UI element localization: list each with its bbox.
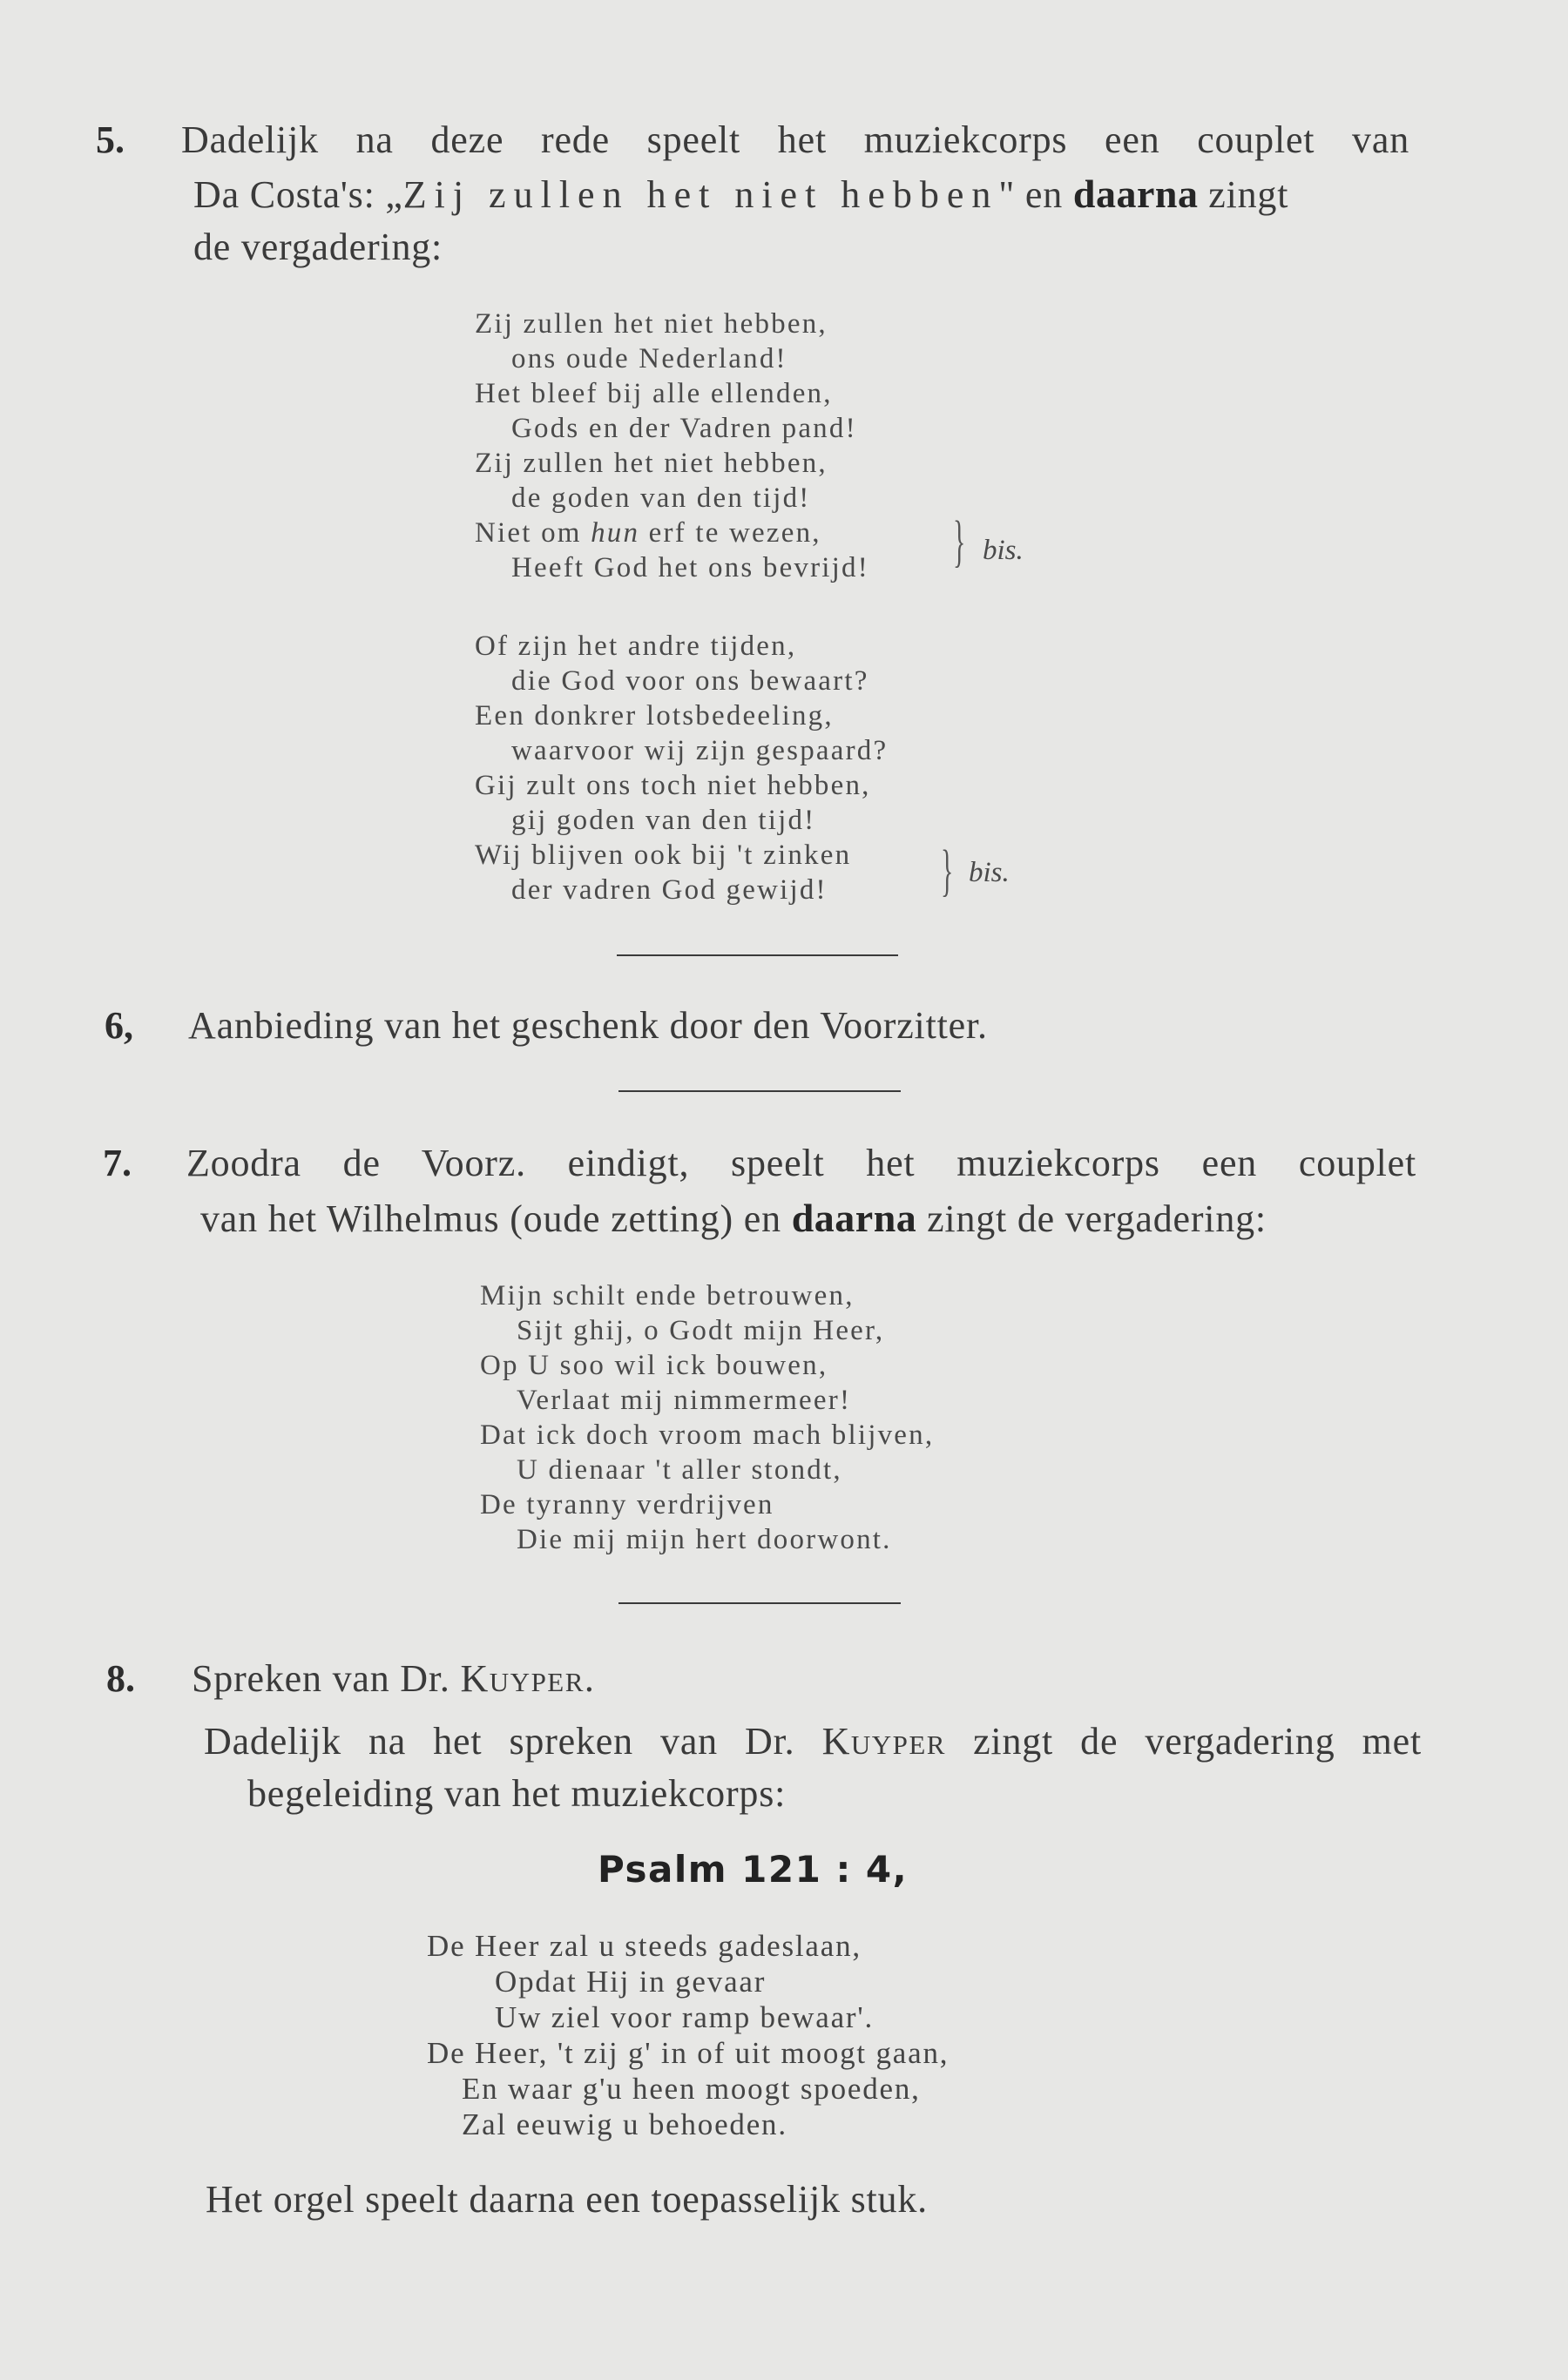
- verse-line: Heeft God het ons bevrijd!: [511, 552, 869, 583]
- verse-line: Wij blijven ook bij 't zinken: [475, 839, 852, 871]
- verse-line: Een donkrer lotsbedeeling,: [475, 700, 834, 732]
- verse-line: Of zijn het andre tijden,: [475, 630, 797, 662]
- repeat-brace: }: [941, 839, 954, 902]
- item-5-number: 5.: [96, 118, 125, 161]
- item-8-title-a: Spreken van Dr.: [192, 1657, 461, 1700]
- verse-zij-zullen-2: [475, 629, 888, 907]
- item-8-sub-line-1: [204, 1719, 1422, 1763]
- verse-line: der vadren God gewijd!: [511, 874, 828, 906]
- verse-line: Zij zullen het niet hebben,: [475, 308, 828, 340]
- verse-line: Opdat Hij in gevaar: [495, 1965, 767, 1999]
- psalm-title: Psalm 121 : 4,: [598, 1848, 909, 1891]
- verse-line: De Heer zal u steeds gadeslaan,: [427, 1929, 862, 1963]
- item-5-line-3: de vergadering:: [193, 226, 443, 268]
- verse-line: Op U soo wil ick bouwen,: [480, 1350, 828, 1381]
- repeat-brace: }: [953, 509, 966, 573]
- speaker-name: Kuyper: [460, 1657, 585, 1700]
- item-7-line-2-a: van het Wilhelmus (oude zetting) en: [200, 1197, 792, 1240]
- item-5-line-2-b: " en: [998, 173, 1073, 216]
- item-6-number: 6,: [105, 1004, 133, 1047]
- verse-line-part: erf te wezen,: [639, 517, 821, 549]
- verse-line: Sijt ghij, o Godt mijn Heer,: [517, 1315, 885, 1346]
- daarna-emphasis: daarna: [1072, 172, 1199, 216]
- section-divider: [618, 1090, 901, 1092]
- song-title-spaced: Zij zullen het niet hebben: [402, 173, 999, 216]
- item-7-line-2: [200, 1195, 1267, 1241]
- daarna-emphasis: daarna: [791, 1196, 917, 1240]
- verse-line: De Heer, 't zij g' in of uit moogt gaan,: [427, 2036, 950, 2070]
- section-divider: [618, 1602, 901, 1604]
- verse-line: En waar g'u heen moogt spoeden,: [462, 2072, 921, 2106]
- item-5-line-2-c: zingt: [1198, 173, 1289, 216]
- item-5-line-2-a: Da Costa's: „: [193, 173, 403, 216]
- closing-note: Het orgel speelt daarna een toepasselijk stuk.: [206, 2178, 928, 2221]
- verse-italic-word: hun: [591, 517, 640, 549]
- item-6-text: Aanbieding van het geschenk door den Voorzitter.: [188, 1004, 988, 1047]
- verse-line: Gij zult ons toch niet hebben,: [475, 770, 871, 801]
- item-8-number: 8.: [106, 1657, 135, 1700]
- item-7-number: 7.: [103, 1142, 132, 1184]
- verse-line: Uw ziel voor ramp bewaar'.: [495, 2000, 875, 2034]
- item-7-line-2-b: zingt de vergadering:: [916, 1197, 1267, 1240]
- item-8-sub-line-2: begeleiding van het muziekcorps:: [247, 1772, 787, 1815]
- verse-line: Dat ick doch vroom mach blijven,: [480, 1419, 935, 1451]
- item-5-line-1: Dadelijk na deze rede speelt het muziekcorps een couplet van: [181, 118, 1409, 161]
- verse-line: U dienaar 't aller stondt,: [517, 1454, 842, 1486]
- verse-line: Zal eeuwig u behoeden.: [462, 2107, 787, 2141]
- item-5-line-2: [193, 171, 1288, 217]
- verse-line: Zij zullen het niet hebben,: [475, 448, 828, 479]
- section-divider: [617, 954, 898, 956]
- item-8-sub-b: zingt de vergadering met: [945, 1720, 1422, 1763]
- item-7-line-1: Zoodra de Voorz. eindigt, speelt het muziekcorps een couplet: [186, 1142, 1416, 1184]
- verse-line: gij goden van den tijd!: [511, 805, 816, 836]
- verse-line: Mijn schilt ende betrouwen,: [480, 1280, 855, 1311]
- item-8-title-b: .: [584, 1657, 595, 1700]
- verse-line: Gods en der Vadren pand!: [511, 413, 857, 444]
- bis-marker: bis.: [983, 535, 1024, 566]
- psalm-verse: [427, 1928, 1071, 2142]
- bis-marker: bis.: [969, 857, 1010, 888]
- item-8-title: [192, 1656, 595, 1701]
- verse-zij-zullen-1: [475, 307, 869, 585]
- verse-line: [475, 516, 869, 550]
- item-8-sub-a: Dadelijk na het spreken van Dr.: [204, 1720, 822, 1763]
- speaker-name: Kuyper: [821, 1720, 946, 1763]
- verse-line-part: Niet om: [475, 517, 591, 549]
- verse-line: Het bleef bij alle ellenden,: [475, 378, 833, 409]
- verse-line: de goden van den tijd!: [511, 482, 811, 514]
- verse-line: Verlaat mij nimmermeer!: [517, 1385, 852, 1416]
- verse-line: De tyranny verdrijven: [480, 1489, 774, 1520]
- verse-line: die God voor ons bewaart?: [511, 665, 869, 697]
- verse-line: Die mij mijn hert doorwont.: [517, 1524, 892, 1555]
- verse-line: waarvoor wij zijn gespaard?: [511, 735, 889, 766]
- verse-wilhelmus: [480, 1278, 934, 1557]
- verse-line: ons oude Nederland!: [511, 343, 787, 374]
